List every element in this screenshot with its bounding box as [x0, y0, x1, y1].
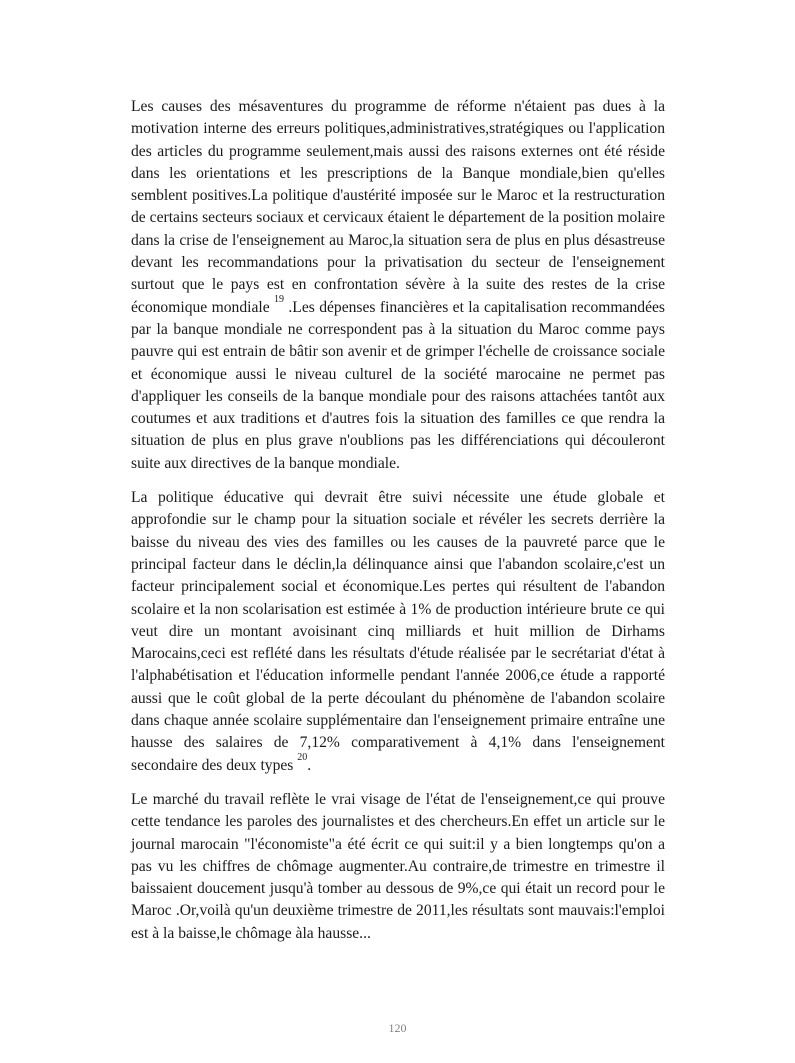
- paragraph-2: [131, 487, 665, 777]
- page-number: 120: [388, 1021, 407, 1035]
- paragraph-2-text-end: .: [307, 756, 312, 774]
- paragraph-2-text: La politique éducative qui devrait être suivi nécessite une étude globale et approfondie sur le champ pour la situation sociale et révéler les secrets derrière la baisse du niveau des vies des familles ou les causes de la pauvreté parce que le principal facteur dans le déclin,la délinquance ainsi que l'abandon scolaire,c'est un facteur principalement social et économique.Les pertes qui résultent de l'abandon scolaire et la non scolarisation est estimée à 1% de production intérieure brute ce qui veut dire un montant avoisinant cinq milliards et huit million de Dirhams Marocains,ceci est reflété dans les résultats d'étude réalisée par le secrétariat d'état à l'alphabétisation et l'éducation informelle pendant l'année 2006,ce étude a rapporté aussi que le coût global de la perte découlant du phénomène de l'abandon scolaire dans chaque année scolaire supplémentaire dan l'enseignement primaire entraîne une hausse des salaires de 7,12% comparativement à 4,1% dans l'enseignement secondaire des deux types: [131, 489, 665, 774]
- paragraph-1-text: Les causes des mésaventures du programme de réforme n'étaient pas dues à la motivation interne des erreurs politiques,administratives,stratégiques ou l'application des articles du programme seulement,mais aussi des raisons externes ont été réside dans les orientations et les prescriptions de la Banque mondiale,bien qu'elles semblent positives.La politique d'austérité imposée sur le Maroc et la restructuration de certains secteurs sociaux et cervicaux étaient le département de la position molaire dans la crise de l'enseignement au Maroc,la situation sera de plus en plus désastreuse devant les recommandations pour la privatisation du secteur de l'enseignement surtout que le pays est en confrontation sévère à la suite des restes de la crise économique mondiale: [131, 98, 665, 316]
- paragraph-3: [131, 789, 665, 945]
- body-text: [131, 96, 665, 957]
- footnote-ref-20[interactable]: 20: [297, 752, 308, 764]
- footnote-ref-19[interactable]: 19: [274, 294, 285, 306]
- paragraph-3-text: Le marché du travail reflète le vrai visage de l'état de l'enseignement,ce qui prouve cette tendance les paroles des journalistes et des chercheurs.En effet un article sur le journal marocain "l'économiste"a été écrit ce qui suit:il y a bien longtemps qu'on a pas vu les chiffres de chômage augmenter.Au contraire,de trimestre en trimestre il baissaient doucement jusqu'à tomber au dessous de 9%,ce qui était un record pour le Maroc .Or,voilà qu'un deuxième trimestre de 2011,les résultats sont mauvais:l'emploi est à la baisse,le chômage àla hausse...: [131, 790, 665, 942]
- paragraph-1-text-continued: .Les dépenses financières et la capitalisation recommandées par la banque mondiale ne correspondent pas à la situation du Maroc comme pays pauvre qui est entrain de bâtir son avenir et de grimper l'échelle de croissance sociale et économique aussi le niveau culturel de la société marocaine ne permet pas d'appliquer les conseils de la banque mondiale pour des raisons attachées tantôt aux coutumes et aux traditions et d'autres fois la situation des familles ce que rendra la situation de plus en plus grave n'oublions pas les différenciations qui découleront suite aux directives de la banque mondiale.: [131, 298, 665, 472]
- paragraph-1: [131, 96, 665, 475]
